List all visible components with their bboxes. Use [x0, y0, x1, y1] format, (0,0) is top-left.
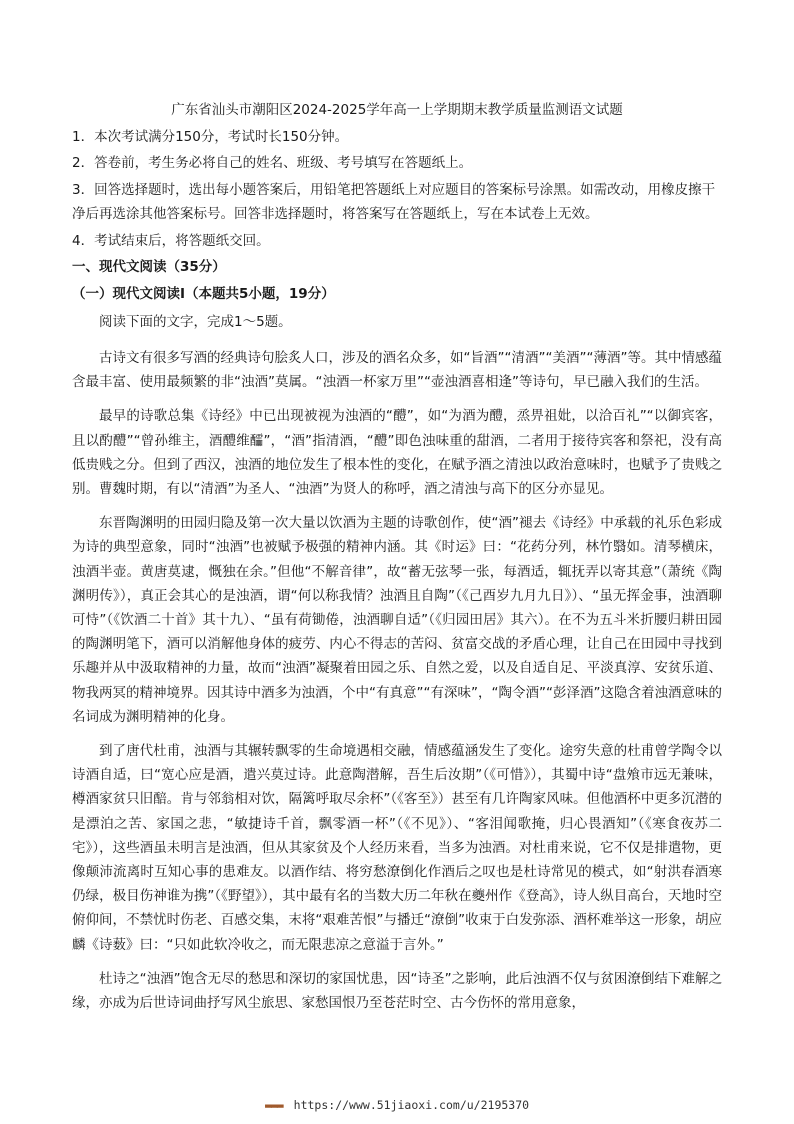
footer [0, 1098, 794, 1112]
section-heading: 一、现代文阅读（35分） [72, 259, 226, 275]
subsection-heading: （一）现代文阅读Ⅰ（本题共5小题，19分） [72, 286, 335, 302]
footer-url-link[interactable]: https://www.51jiaoxi.com/u/2195370 [293, 1098, 530, 1112]
passage-paragraph-5: 杜诗之“浊酒”饱含无尽的愁思和深切的家国忧患，因“诗圣”之影响，此后浊酒不仅与贫困潦倒结下难解之缘，亦成为后世诗词曲抒写风尘旅思、家愁国恨乃至苍茫时空、古今伤怀的常用意象， [72, 970, 722, 1012]
instruction-3: 3．回答选择题时，选出每小题答案后，用铅笔把答题纸上对应题目的答案标号涂黑。如需改动，用橡皮擦干净后再选涂其他答案标号。回答非选择题时，将答案写在答题纸上，写在本试卷上无效。 [72, 182, 716, 222]
passage-paragraph-3: 东晋陶渊明的田园归隐及第一次大量以饮酒为主题的诗歌创作，使“酒”褪去《诗经》中承载的礼乐色彩成为诗的典型意象，同时“浊酒”也被赋予极强的精神内涵。其《时运》曰：“花药分列，林竹翳如。清琴横床，浊酒半壶。黄唐莫逮，慨独在余。”但他“不解音律”，故“蓄无弦琴一张，每酒适，辄抚弄以寄其意”（萧统《陶渊明传》），真正会其心的是浊酒，谓“何以称我情？浊酒且自陶”（《己酉岁九月九日》）、“虽无挥金事，浊酒聊可恃”（《饮酒二十首》其十九）、“虽有荷锄倦，浊酒聊自适”（《归园田居》其六）。在不为五斗米折腰归耕田园的陶渊明笔下，酒可以消解他身体的疲劳、内心不得志的苦闷、贫富交战的矛盾心理，让自己在田园中寻找到乐趣并从中汲取精神的力量，故而“浊酒”凝聚着田园之乐、自然之爱，以及自适自足、平淡真淳、安贫乐道、物我两冥的精神境界。因其诗中酒多为浊酒，个中“有真意”“有深味”，“陶令酒”“彭泽酒”这隐含着浊酒意味的名词成为渊明精神的化身。 [72, 515, 722, 725]
instruction-4: 4．考试结束后，将答题纸交回。 [72, 233, 270, 249]
footer-logo-icon: ▬▬▬ [264, 1098, 283, 1112]
passage-paragraph-4: 到了唐代杜甫，浊酒与其辗转飘零的生命境遇相交融，情感蕴涵发生了变化。途穷失意的杜甫曾学陶令以诗酒自适，曰“宽心应是酒，遣兴莫过诗。此意陶潜解，吾生后汝期”（《可惜》），其蜀中诗“盘飧市远无兼味，樽酒家贫只旧醅。肯与邻翁相对饮，隔篱呼取尽余杯”（《客至》）甚至有几许陶家风味。但他酒杯中更多沉潜的是漂泊之苦、家国之悲，“敏捷诗千首，飘零酒一杯”（《不见》）、“客泪闻歌掩，归心畏酒知”（《寒食夜苏二宅》），这些酒虽未明言是浊酒，但从其家贫及个人经历来看，当多为浊酒。对杜甫来说，它不仅是排遣物，更像颠沛流离时互知心事的患难友。以酒作结、将穷愁潦倒化作酒后之叹也是杜诗常见的模式，如“射洪春酒寒仍绿，极目伤神谁为携”（《野望》），其中最有名的当数大历二年秋在夔州作《登高》，诗人纵目高台，天地时空俯仰间，不禁忧时伤老、百感交集，末将“艰难苦恨”与播迁“潦倒”收束于白发弥添、酒杯难举这一形象，胡应麟《诗薮》曰：“只如此软冷收之，而无限悲凉之意溢于言外。” [72, 743, 722, 953]
instruction-1: 1．本次考试满分150分，考试时长150分钟。 [72, 129, 349, 145]
passage-paragraph-1: 古诗文有很多写酒的经典诗句脍炙人口，涉及的酒名众多，如“旨酒”“清酒”“美酒”“薄酒”等。其中情感蕴含最丰富、使用最频繁的非“浊酒”莫属。“浊酒一杯家万里”“壶浊酒喜相逢”等诗句，早已融入我们的生活。 [72, 350, 722, 391]
exam-title: 广东省汕头市潮阳区2024-2025学年高一上学期期末教学质量监测语文试题 [171, 102, 623, 118]
passage-paragraph-2: 最早的诗歌总集《诗经》中已出现被视为浊酒的“醴”，如“为酒为醴，烝畀祖妣，以洽百礼”“以御宾客，且以酌醴”“曾孙维主，酒醴维醽”，“酒”指清酒，“醴”即色浊味重的甜酒，二者用于接待宾客和祭祀，没有高低贵贱之分。但到了西汉，浊酒的地位发生了根本性的变化，在赋予酒之清浊以政治意味时，也赋予了贵贱之别。曹魏时期，有以“清酒”为圣人、“浊酒”为贤人的称呼，酒之清浊与高下的区分亦显见。 [72, 408, 722, 498]
reading-lead: 阅读下面的文字，完成1～5题。 [99, 314, 292, 330]
instruction-2: 2．答卷前，考生务必将自己的姓名、班级、考号填写在答题纸上。 [72, 155, 473, 171]
document-body [72, 124, 722, 1015]
